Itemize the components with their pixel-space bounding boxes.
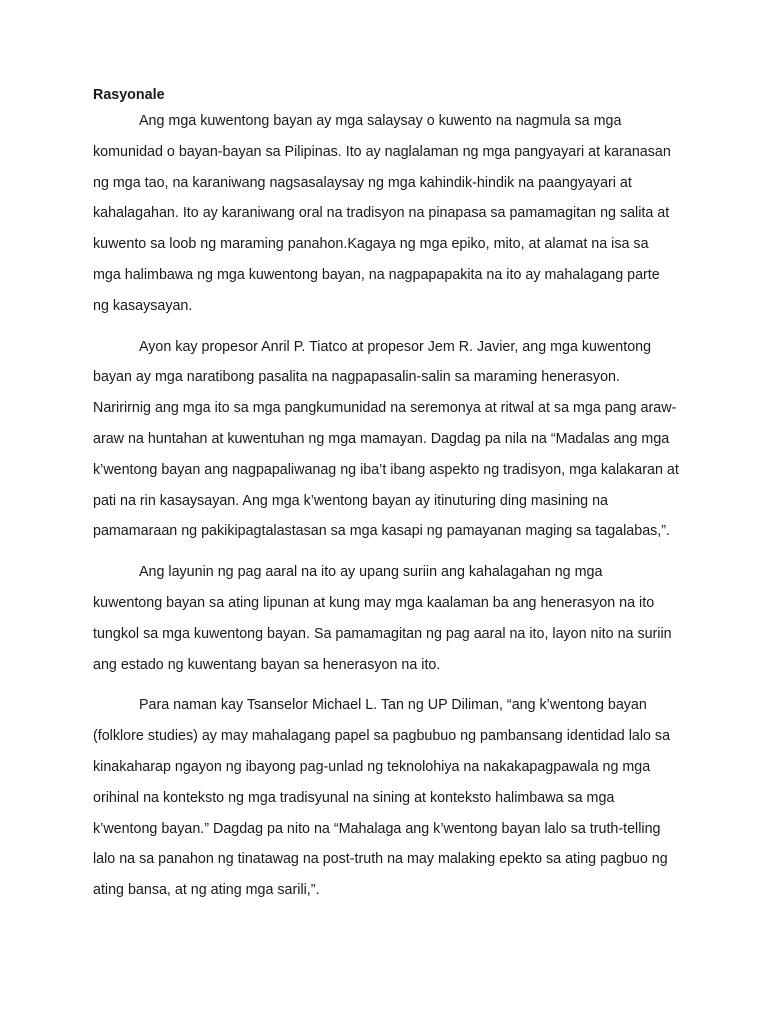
text-line: ating bansa, at ng ating mga sarili,”. [93, 882, 320, 899]
document-body [93, 84, 678, 906]
text-line: mga halimbawa ng mga kuwentong bayan, na nagpapapakita na ito ay mahalagang parte [93, 266, 660, 283]
paragraph-2 [93, 332, 678, 548]
text-line: Naririrnig ang mga ito sa mga pangkumunidad na seremonya at ritwal at sa mga pang araw- [93, 400, 677, 417]
text-line: kuwentong bayan sa ating lipunan at kung may mga kaalaman ba ang henerasyon na ito [93, 594, 655, 611]
text-line: Ang mga kuwentong bayan ay mga salaysay o kuwento na nagmula sa mga [139, 113, 622, 129]
text-line: Para naman kay Tsanselor Michael L. Tan ng UP Diliman, “ang k’wentong bayan [139, 697, 647, 714]
text-line: ng mga tao, na karaniwang nagsasalaysay ng mga kahindik-hindik na paangyayari at [93, 174, 632, 191]
text-line: k’wentong bayan ang nagpapaliwanag ng iba’t ibang aspekto ng tradisyon, mga kalakaran at [93, 461, 679, 478]
text-line: lalo na sa panahon ng tinatawag na post-truth na may malaking epekto sa ating pagbuo ng [93, 851, 668, 868]
text-line: araw na huntahan at kuwentuhan ng mga mamayan. Dagdag pa nila na “Madalas ang mga [93, 430, 670, 447]
text-line: ng kasaysayan. [93, 297, 193, 314]
section-heading: Rasyonale [93, 87, 165, 103]
paragraph-1 [93, 106, 678, 322]
text-line: Ang layunin ng pag aaral na ito ay upang suriin ang kahalagahan ng mga [139, 564, 603, 581]
text-line: orihinal na konteksto ng mga tradisyunal na sining at konteksto halimbawa sa mga [93, 789, 615, 806]
text-line: pati na rin kasaysayan. Ang mga k’wentong bayan ay itinuturing ding masining na [93, 492, 609, 509]
paragraph-4 [93, 690, 678, 906]
text-line: kahalagahan. Ito ay karaniwang oral na tradisyon na pinapasa sa pamamagitan ng salita at [93, 205, 670, 222]
text-line: pamamaraan ng pakikipagtalastasan sa mga kasapi ng pamayanan maging sa tagalabas,”. [93, 523, 670, 540]
text-line: komunidad o bayan-bayan sa Pilipinas. Ito ay naglalaman ng mga pangyayari at karanasan [93, 143, 671, 160]
paragraph-3 [93, 557, 678, 680]
text-line: Ayon kay propesor Anril P. Tiatco at propesor Jem R. Javier, ang mga kuwentong [139, 338, 652, 355]
text-line: tungkol sa mga kuwentong bayan. Sa pamamagitan ng pag aaral na ito, layon nito na suriin [93, 625, 672, 642]
text-line: bayan ay mga naratibong pasalita na nagpapasalin-salin sa maraming henerasyon. [93, 369, 620, 386]
text-line: k’wentong bayan.” Dagdag pa nito na “Mahalaga ang k’wentong bayan lalo sa truth-telling [93, 820, 661, 837]
text-line: kinakaharap ngayon ng ibayong pag-unlad ng teknolohiya na nakakapagpawala ng mga [93, 758, 651, 775]
text-line: ang estado ng kuwentang bayan sa henerasyon na ito. [93, 656, 441, 673]
text-line: kuwento sa loob ng maraming panahon.Kagaya ng mga epiko, mito, at alamat na isa sa [93, 236, 649, 253]
text-line: (folklore studies) ay may mahalagang papel sa pagbubuo ng pambansang identidad lalo sa [93, 728, 671, 745]
